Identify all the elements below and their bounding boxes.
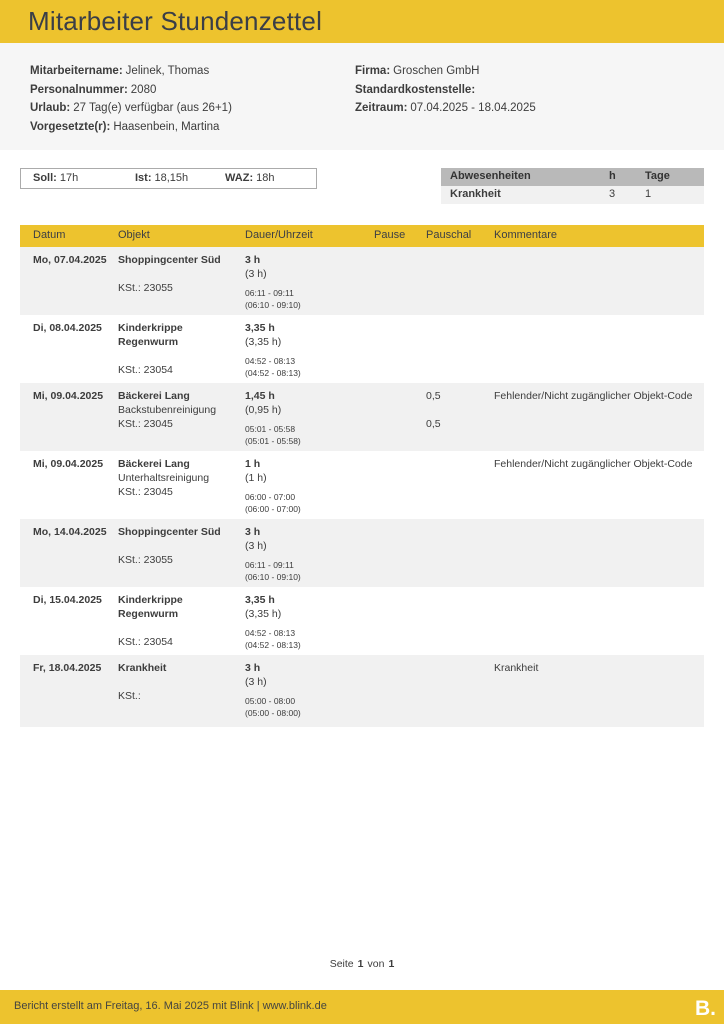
absences-header [441,168,704,186]
row-date: Mo, 07.04.2025 [33,254,107,266]
info-label: Personalnummer: [30,83,128,96]
object-line: Shoppingcenter Süd [118,254,221,266]
object-line: Kinderkrippe [118,594,183,606]
time-planned: (04:52 - 08:13) [245,368,301,378]
table-row [20,315,704,383]
duration-planned: (3 h) [245,676,267,688]
summary-soll [33,172,78,184]
object-line: KSt.: 23045 [118,418,173,430]
absence-name: Krankheit [450,188,501,200]
pauschal-value: 0,5 [426,390,441,402]
summary-ist [135,172,188,184]
absences-header-days: Tage [645,170,670,182]
pauschal-value: 0,5 [426,418,441,430]
column-header-kommentare: Kommentare [494,229,557,241]
duration-times [245,627,371,651]
info-value: 07.04.2025 - 18.04.2025 [410,102,536,114]
time-planned: (05:00 - 08:00) [245,708,301,718]
summary-waz [225,172,274,184]
time-planned: (06:10 - 09:10) [245,300,301,310]
info-zeitraum [355,99,536,118]
info-personalnummer [30,81,232,100]
time-actual: 04:52 - 08:13 [245,356,296,366]
row-duration [245,661,371,719]
duration-actual: 3 h [245,662,261,674]
row-pauschal [426,389,490,431]
column-header-pause: Pause [374,229,406,241]
object-line: Regenwurm [118,336,179,348]
absence-hours: 3 [609,188,616,200]
hours-summary-box [20,168,317,189]
row-object [118,253,242,295]
info-value: Jelinek, Thomas [125,65,210,77]
absences-table [441,168,704,204]
row-duration [245,321,371,379]
time-planned: (04:52 - 08:13) [245,640,301,650]
page-indicator [0,958,724,970]
absence-days: 1 [645,188,652,200]
duration-planned: (1 h) [245,472,267,484]
info-label: Urlaub: [30,102,71,114]
duration-times [245,423,371,447]
row-duration [245,389,371,447]
object-line [118,621,242,635]
object-line: Bäckerei Lang [118,390,190,402]
object-line: KSt.: 23055 [118,282,173,294]
table-body [20,247,704,727]
table-row [20,655,704,727]
row-comment: Fehlender/Nicht zugänglicher Objekt-Code [494,390,693,402]
duration-actual: 1 h [245,458,261,470]
info-firma [355,62,536,81]
table-row [20,247,704,315]
header-bar [0,0,724,43]
row-object [118,525,242,567]
duration-times [245,491,371,515]
duration-times [245,559,371,583]
row-date: Di, 08.04.2025 [33,322,102,334]
duration-planned: (3 h) [245,540,267,552]
duration-planned: (0,95 h) [245,404,282,416]
row-duration [245,457,371,515]
time-actual: 05:00 - 08:00 [245,696,296,706]
duration-actual: 3,35 h [245,322,275,334]
object-line [118,675,242,689]
time-planned: (06:10 - 09:10) [245,572,301,582]
column-header-objekt: Objekt [118,229,150,241]
info-urlaub [30,99,232,118]
object-line: KSt.: [118,690,141,702]
column-header-pauschal: Pauschal [426,229,472,241]
duration-times [245,355,371,379]
duration-actual: 3 h [245,254,261,266]
row-object [118,593,242,649]
object-line: KSt.: 23054 [118,636,173,648]
object-line: KSt.: 23055 [118,554,173,566]
duration-times [245,287,371,311]
summary-label: WAZ: [225,172,254,184]
row-date: Mi, 09.04.2025 [33,390,104,402]
summary-label: Ist: [135,172,152,184]
summary-value: 17h [59,172,79,184]
row-date: Di, 15.04.2025 [33,594,102,606]
row-duration [245,253,371,311]
row-date: Mo, 14.04.2025 [33,526,107,538]
row-comment: Krankheit [494,662,539,674]
page-title: Mitarbeiter Stundenzettel [28,6,323,36]
time-planned: (06:00 - 07:00) [245,504,301,514]
employee-info-left [30,62,232,136]
employee-info-section [0,43,724,150]
object-line: Shoppingcenter Süd [118,526,221,538]
absences-header-hours: h [609,170,616,182]
object-line: Regenwurm [118,608,179,620]
object-line: KSt.: 23054 [118,364,173,376]
object-line: Unterhaltsreinigung [118,472,210,484]
row-duration [245,593,371,651]
duration-actual: 1,45 h [245,390,275,402]
row-date: Fr, 18.04.2025 [33,662,102,674]
object-line [118,539,242,553]
object-line: Bäckerei Lang [118,458,190,470]
table-row [20,587,704,655]
summary-value: 18,15h [154,172,189,184]
info-value: Haasenbein, Martina [113,120,220,133]
absences-header-name: Abwesenheiten [450,170,531,182]
footer-bar [0,990,724,1024]
duration-planned: (3,35 h) [245,608,282,620]
duration-planned: (3,35 h) [245,336,282,348]
column-header-datum: Datum [33,229,66,241]
row-duration [245,525,371,583]
time-actual: 06:00 - 07:00 [245,492,296,502]
summary-label: Soll: [33,172,57,184]
absences-row [441,186,704,204]
duration-actual: 3,35 h [245,594,275,606]
row-comment: Fehlender/Nicht zugänglicher Objekt-Code [494,458,693,470]
time-actual: 04:52 - 08:13 [245,628,296,638]
page-total: 1 [388,958,395,970]
object-line: Kinderkrippe [118,322,183,334]
info-standardkostenstelle [355,81,536,100]
info-value: Groschen GmbH [393,65,480,77]
object-line: Krankheit [118,662,167,674]
column-header-dauer-uhrzeit: Dauer/Uhrzeit [245,229,313,241]
info-label: Standardkostenstelle: [355,83,476,96]
time-actual: 05:01 - 05:58 [245,424,296,434]
info-label: Vorgesetzte(r): [30,120,111,133]
info-label: Zeitraum: [355,102,408,114]
info-value: 27 Tag(e) verfügbar (aus 26+1) [73,102,232,114]
info-vorgesetzte [30,118,232,137]
row-date: Mi, 09.04.2025 [33,458,104,470]
info-label: Mitarbeitername: [30,65,123,77]
row-object [118,661,242,703]
timesheet-table-header [20,225,704,247]
info-label: Firma: [355,65,391,77]
employee-info-right [355,62,536,118]
time-actual: 06:11 - 09:11 [245,288,294,298]
page-of-label: von [367,958,385,970]
duration-times [245,695,371,719]
object-line: KSt.: 23045 [118,486,173,498]
object-line [118,267,242,281]
table-row [20,451,704,519]
row-object [118,321,242,377]
info-value: 2080 [130,83,157,96]
summary-value: 18h [256,172,275,184]
time-actual: 06:11 - 09:11 [245,560,294,570]
pauschal-spacer [426,403,490,417]
time-planned: (05:01 - 05:58) [245,436,301,446]
row-object [118,457,242,499]
page-number: 1 [357,958,364,970]
table-row [20,519,704,587]
object-line [118,349,242,363]
blink-logo: B. [695,997,716,1020]
table-row [20,383,704,451]
page-label: Seite [329,958,354,970]
duration-planned: (3 h) [245,268,267,280]
duration-actual: 3 h [245,526,261,538]
info-mitarbeitername [30,62,232,81]
row-object [118,389,242,431]
object-line: Backstubenreinigung [118,404,217,416]
footer-text: Bericht erstellt am Freitag, 16. Mai 2025 mit Blink | www.blink.de [14,1000,327,1012]
